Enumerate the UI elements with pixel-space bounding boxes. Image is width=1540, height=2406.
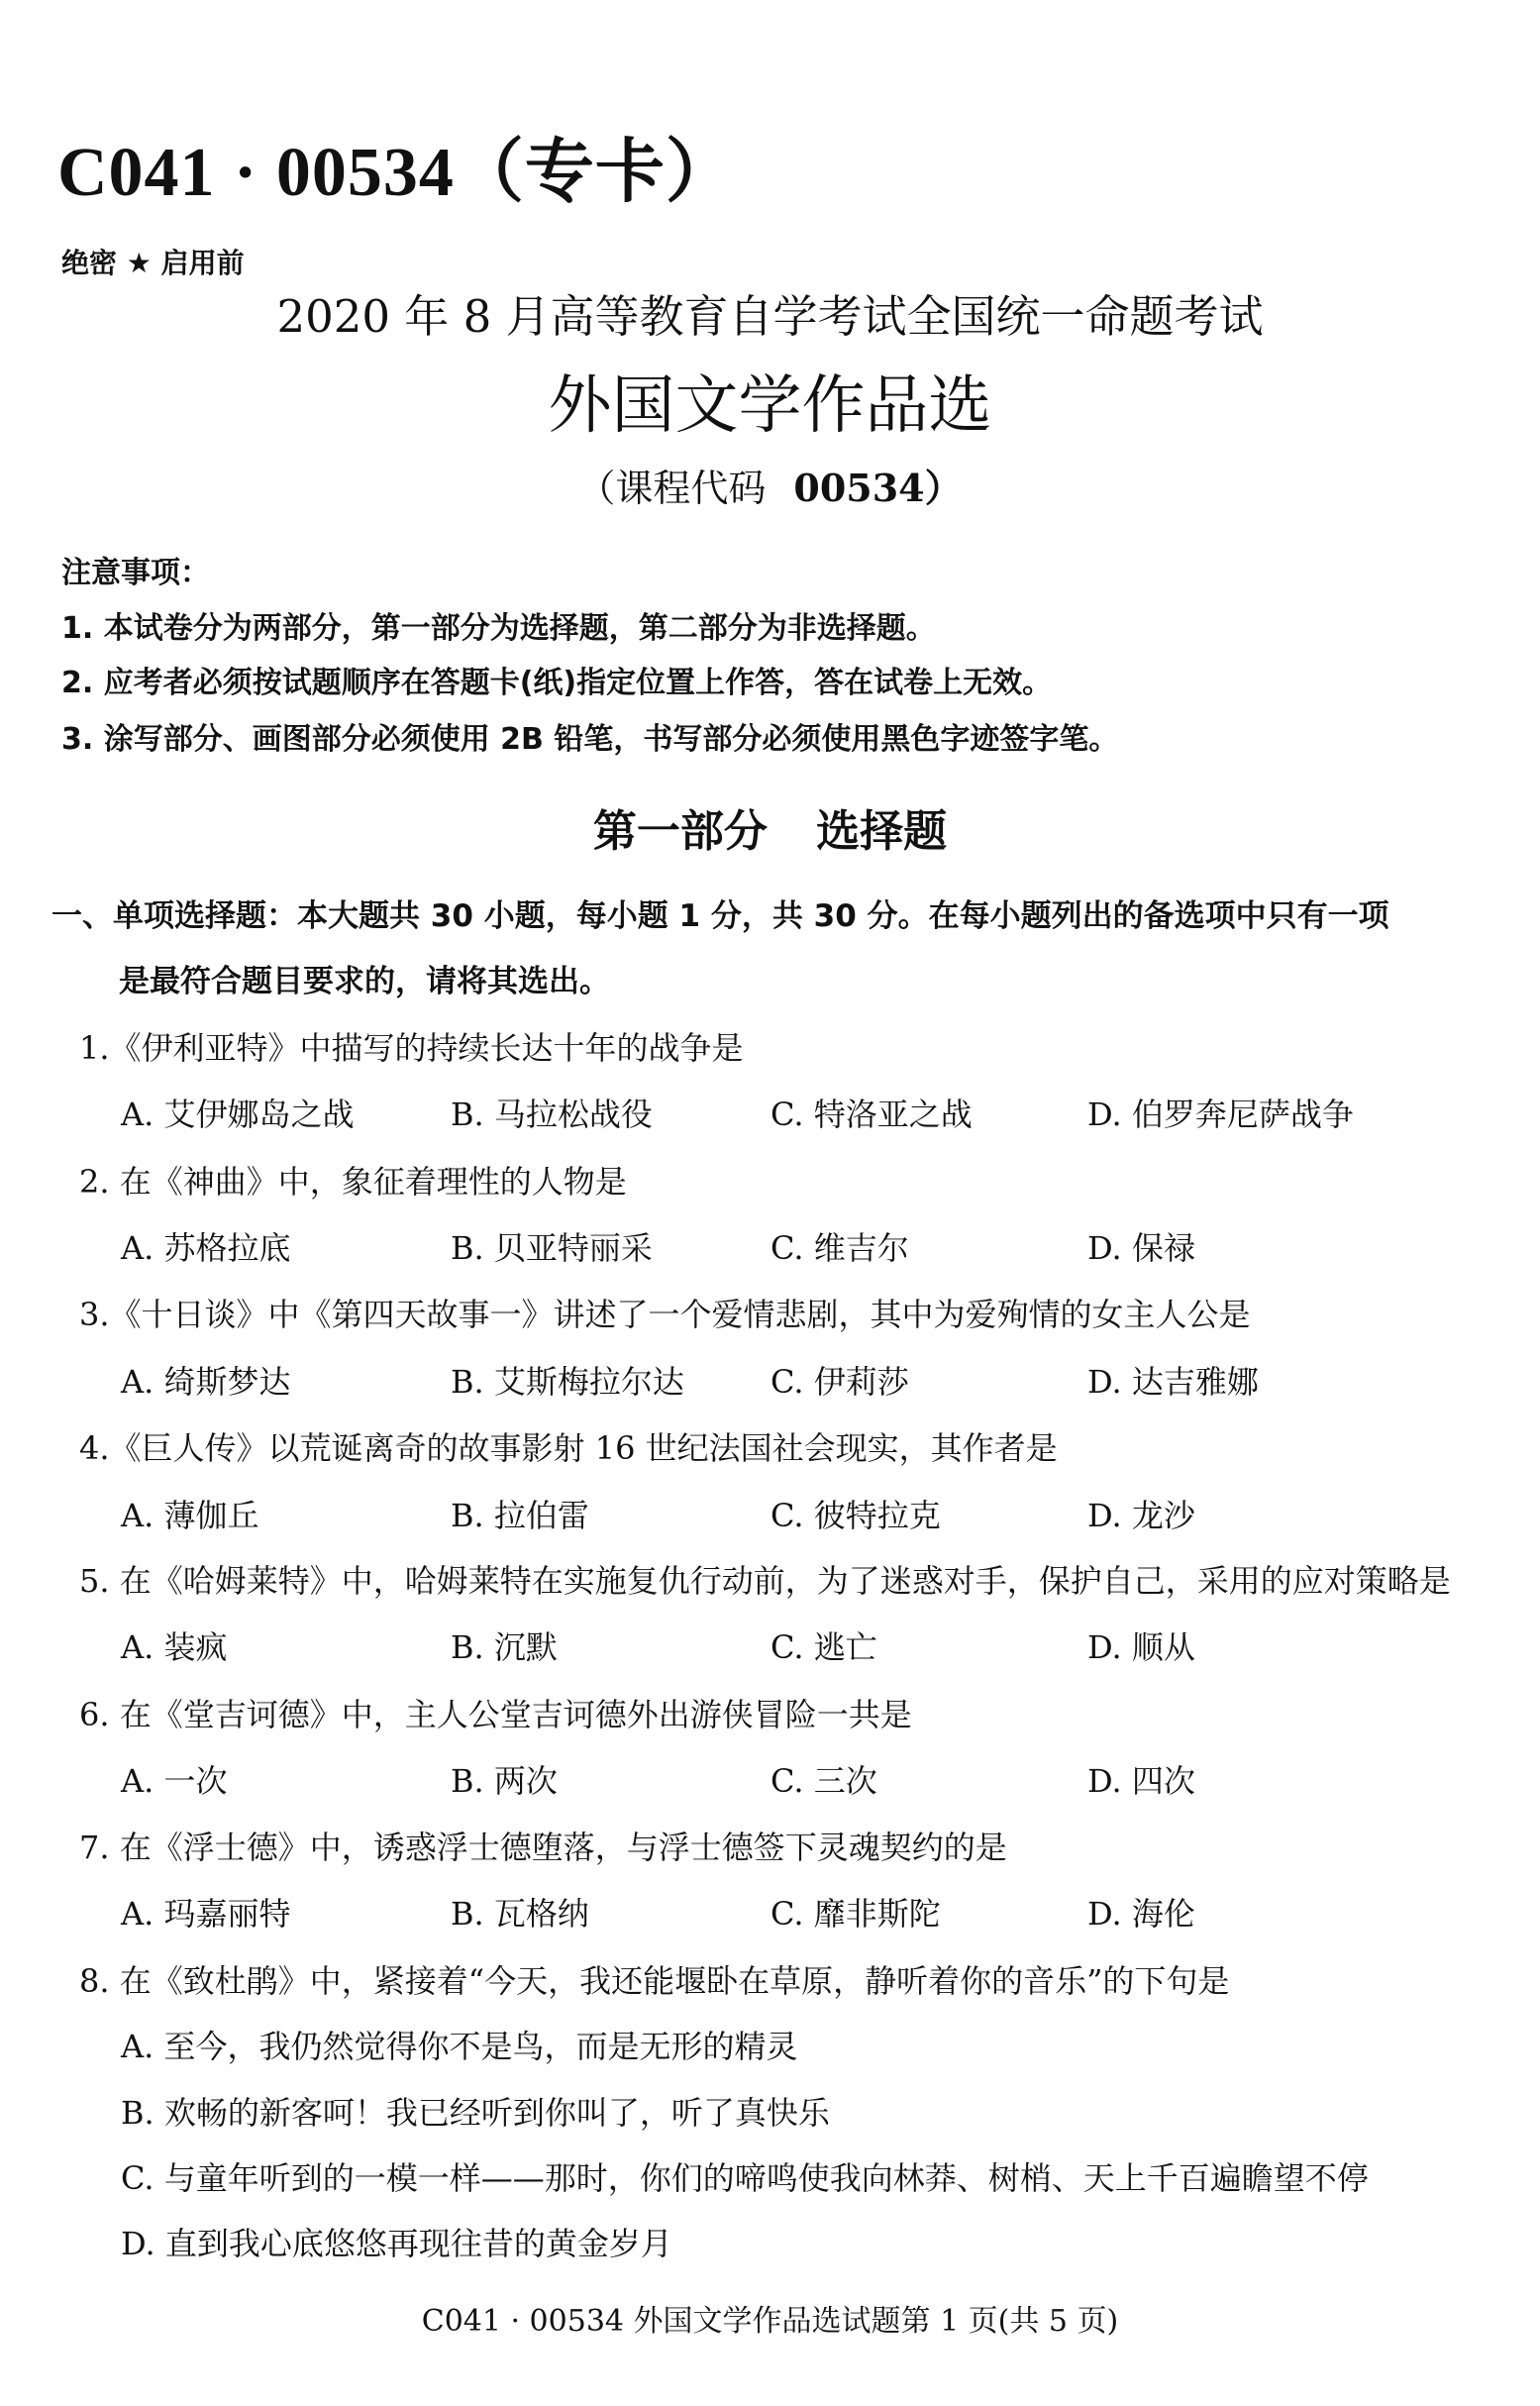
- option-a: A. 艾伊娜岛之战: [121, 1096, 355, 1133]
- option-d: D. 海伦: [1087, 1895, 1195, 1933]
- notes-heading: 注意事项：: [61, 556, 210, 590]
- option-c: C. 彼特拉克: [770, 1497, 941, 1534]
- note-item: 3. 涂写部分、画图部分必须使用 2B 铅笔，书写部分必须使用黑色字迹签字笔。: [61, 722, 1119, 757]
- option-a: A. 苏格拉底: [121, 1229, 291, 1267]
- page-footer: C041 · 00534 外国文学作品选试题第 1 页(共 5 页): [421, 2304, 1119, 2339]
- course-code: [0, 458, 1540, 512]
- option-c: C. 特洛亚之战: [770, 1096, 973, 1133]
- option-d: D. 顺从: [1087, 1628, 1195, 1666]
- option-d: D. 直到我心底悠悠再现往昔的黄金岁月: [121, 2225, 672, 2262]
- option-c: C. 靡非斯陀: [770, 1895, 941, 1933]
- question-stem: 4.《巨人传》以荒诞离奇的故事影射 16 世纪法国社会现实，其作者是: [79, 1429, 1058, 1467]
- option-b: B. 瓦格纳: [451, 1895, 589, 1933]
- course-code-label: （课程代码: [577, 467, 767, 510]
- section-instruction: 一、单项选择题：本大题共 30 小题，每小题 1 分，共 30 分。在每小题列出的备选项中只有一项: [51, 898, 1389, 934]
- option-c: C. 维吉尔: [770, 1229, 909, 1267]
- course-title: 外国文学作品选: [548, 369, 992, 443]
- course-code-value: 00534）: [793, 466, 963, 510]
- option-b: B. 欢畅的新客呵！我已经听到你叫了，听了真快乐: [121, 2094, 830, 2132]
- note-item: 1. 本试卷分为两部分，第一部分为选择题，第二部分为非选择题。: [61, 611, 936, 646]
- option-b: B. 两次: [451, 1762, 558, 1800]
- option-b: B. 沉默: [451, 1628, 558, 1666]
- option-d: D. 伯罗奔尼萨战争: [1087, 1096, 1354, 1133]
- option-a: A. 至今，我仍然觉得你不是鸟，而是无形的精灵: [121, 2028, 798, 2065]
- option-a: A. 装疯: [121, 1628, 228, 1666]
- note-item: 2. 应考者必须按试题顺序在答题卡(纸)指定位置上作答，答在试卷上无效。: [61, 666, 1053, 700]
- option-b: B. 艾斯梅拉尔达: [451, 1363, 684, 1401]
- exam-title: 2020 年 8 月高等教育自学考试全国统一命题考试: [276, 290, 1264, 343]
- option-a: A. 一次: [121, 1762, 228, 1800]
- question-stem: 1.《伊利亚特》中描写的持续长达十年的战争是: [79, 1029, 744, 1067]
- option-a: A. 薄伽丘: [121, 1497, 259, 1534]
- option-d: D. 保禄: [1087, 1229, 1195, 1267]
- part-one-title: 第一部分 选择题: [592, 806, 948, 857]
- option-d: D. 四次: [1087, 1762, 1195, 1800]
- question-stem: 8. 在《致杜鹃》中，紧接着“今天，我还能堰卧在草原，静听着你的音乐”的下句是: [79, 1962, 1230, 2000]
- question-stem: 2. 在《神曲》中，象征着理性的人物是: [79, 1163, 627, 1201]
- question-stem: 7. 在《浮士德》中，诱惑浮士德堕落，与浮士德签下灵魂契约的是: [79, 1829, 1007, 1866]
- option-c: C. 伊莉莎: [770, 1363, 909, 1401]
- option-c: C. 与童年听到的一模一样——那时，你们的啼鸣使我向林莽、树梢、天上千百遍瞻望不停: [121, 2159, 1369, 2197]
- option-c: C. 逃亡: [770, 1628, 877, 1666]
- question-stem: 6. 在《堂吉诃德》中，主人公堂吉诃德外出游侠冒险一共是: [79, 1696, 912, 1733]
- option-a: A. 绮斯梦达: [121, 1363, 291, 1401]
- option-d: D. 龙沙: [1087, 1497, 1195, 1534]
- option-b: B. 马拉松战役: [451, 1096, 653, 1133]
- section-instruction-cont: 是最符合题目要求的，请将其选出。: [119, 964, 610, 999]
- question-stem: 5. 在《哈姆莱特》中，哈姆莱特在实施复仇行动前，为了迷惑对手，保护自己，采用的应对策略是: [79, 1562, 1451, 1600]
- option-b: B. 贝亚特丽采: [451, 1229, 653, 1267]
- option-d: D. 达吉雅娜: [1087, 1363, 1259, 1401]
- option-a: A. 玛嘉丽特: [121, 1895, 291, 1933]
- secret-label: 绝密 ★ 启用前: [61, 247, 245, 279]
- question-stem: 3.《十日谈》中《第四天故事一》讲述了一个爱情悲剧，其中为爱殉情的女主人公是: [79, 1296, 1251, 1333]
- option-c: C. 三次: [770, 1762, 877, 1800]
- option-b: B. 拉伯雷: [451, 1497, 589, 1534]
- exam-code-header: C041 · 00534（专卡）: [57, 135, 736, 211]
